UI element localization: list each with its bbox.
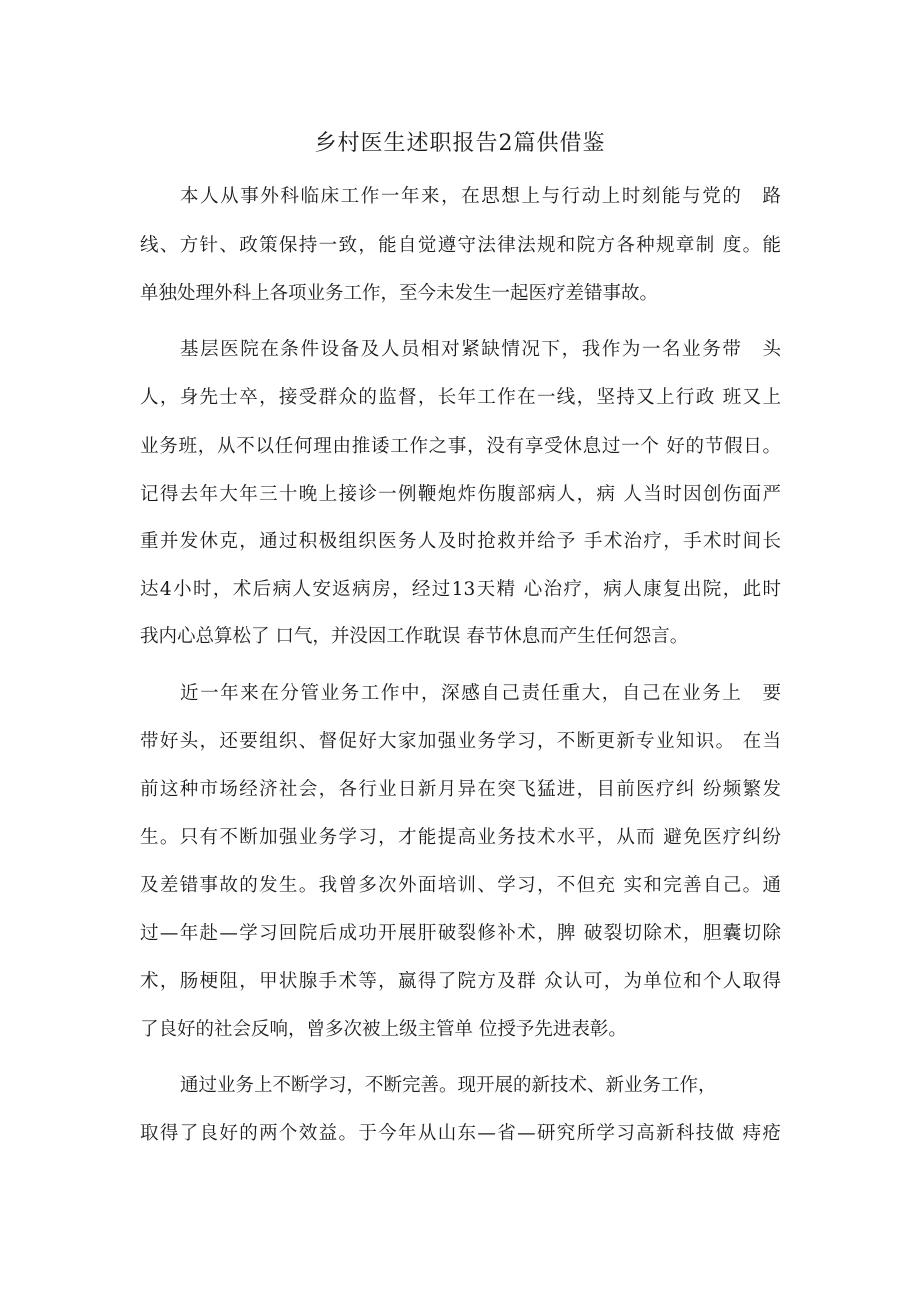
paragraph-2-line-7: 我内心总算松了 口气，并没因工作耽误 春节休息而产生任何怨言。 — [140, 626, 689, 647]
paragraph-2-line-5: 重并发休克，通过积极组织医务人及时抢救并给予 手术治疗，手术时间长 — [140, 531, 781, 552]
paragraph-4-line-1: 通过业务上不断学习，不断完善。现开展的新技术、新业务工作， — [180, 1075, 717, 1096]
document-title: 乡村医生述职报告2篇供借鉴 — [314, 131, 606, 156]
paragraph-2-line-1: 基层医院在条件设备及人员相对紧缺情况下，我作为一名业务带 头 — [180, 339, 781, 360]
paragraph-2-line-6: 达4小时，术后病人安返病房，经过13天精 心治疗，病人康复出院，此时 — [140, 579, 781, 600]
paragraph-3-line-2: 带好头，还要组织、督促好大家加强业务学习，不断更新专业知识。 在当 — [140, 731, 781, 752]
paragraph-3-line-4: 生。只有不断加强业务学习，才能提高业务技术水平，从而 避免医疗纠纷 — [140, 827, 781, 848]
paragraph-3-line-6: 过—年赴—学习回院后成功开展肝破裂修补术，脾 破裂切除术，胆囊切除 — [140, 923, 781, 944]
paragraph-2-line-3: 业务班，从不以任何理由推诿工作之事，没有享受休息过一个 好的节假日。 — [140, 436, 781, 457]
paragraph-3-line-3: 前这种市场经济社会，各行业日新月异在突飞猛进，目前医疗纠 纷频繁发 — [140, 779, 781, 800]
paragraph-3-line-7: 术，肠梗阻，甲状腺手术等，嬴得了院方及群 众认可，为单位和个人取得 — [140, 971, 781, 992]
paragraph-3-line-5: 及差错事故的发生。我曾多次外面培训、学习，不但充 实和完善自己。通 — [140, 875, 781, 896]
paragraph-3-line-8: 了良好的社会反响，曾多次被上级主管单 位授予先进表彰。 — [140, 1019, 627, 1040]
paragraph-1-line-1: 本人从事外科临床工作一年来，在思想上与行动上时刻能与党的 路 — [180, 186, 781, 207]
paragraph-2-line-2: 人，身先士卒，接受群众的监督，长年工作在一线，坚持又上行政 班又上 — [140, 387, 781, 408]
paragraph-3-line-1: 近一年来在分管业务工作中，深感自己责任重大，自己在业务上 要 — [180, 683, 781, 704]
paragraph-1-line-3: 单独处理外科上各项业务工作，至今未发生一起医疗差错事故。 — [140, 283, 659, 304]
paragraph-2-line-4: 记得去年大年三十晚上接诊一例鞭炮炸伤腹部病人，病 人当时因创伤面严 — [140, 484, 781, 505]
paragraph-1-line-2: 线、方针、政策保持一致，能自觉遵守法律法规和院方各种规章制 度。能 — [140, 235, 781, 256]
paragraph-4-line-2: 取得了良好的两个效益。于今年从山东—省—研究所学习高新科技做 痔疮 — [140, 1123, 781, 1144]
